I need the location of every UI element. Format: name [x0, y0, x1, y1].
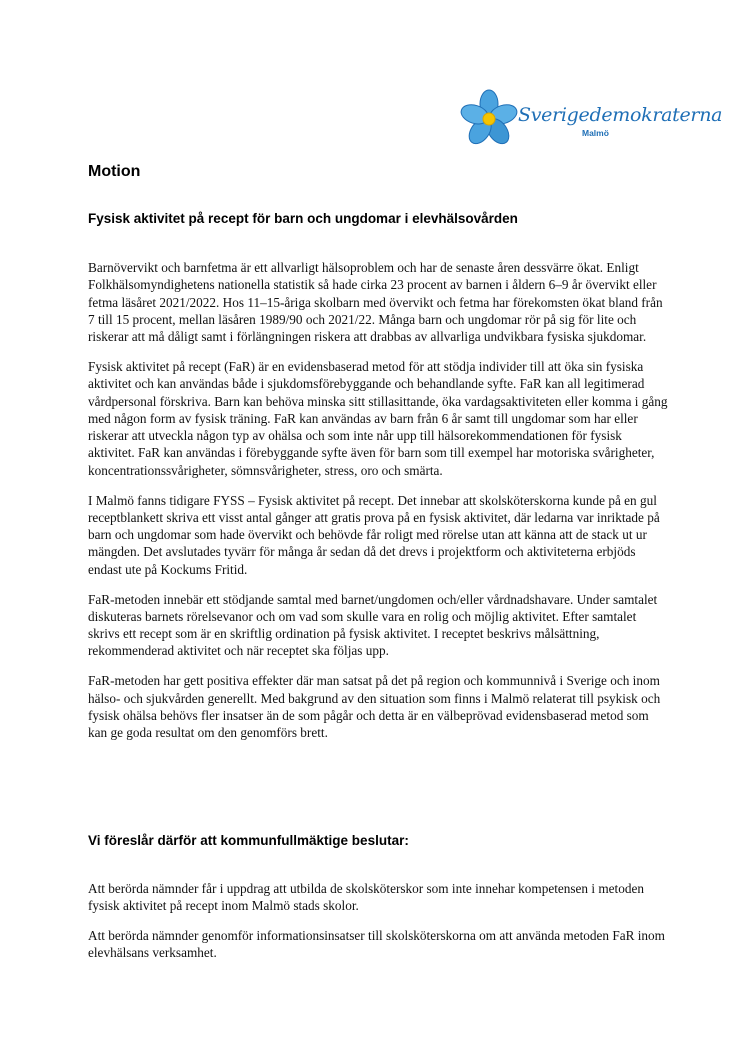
- proposal-item: Att berörda nämnder genomför informationsinsatser till skolsköterskorna om att använda metoden FaR inom elevhälsans verksamhet.: [88, 928, 665, 961]
- logo-name: Sverigedemokraterna: [518, 104, 723, 126]
- page-heading: Motion: [88, 163, 141, 180]
- motion-title: Fysisk aktivitet på recept för barn och ungdomar i elevhälsovården: [88, 211, 518, 226]
- paragraph: FaR-metoden innebär ett stödjande samtal med barnet/ungdomen och/eller vårdnadshavare. Under samtalet diskuteras barnets rörelsevanor och om vad som skulle vara en rolig och möjlig aktivitet. Efter samtalet skrivs ett recept som är en skriftlig ordination på fysisk aktivitet. I receptet beskrivs målsättning, rekommenderad aktivitet och när receptet ska följas upp.: [88, 591, 658, 659]
- motion-body: [88, 259, 670, 754]
- paragraph: I Malmö fanns tidigare FYSS – Fysisk aktivitet på recept. Det innebar att skolsköterskorna kunde på en gul receptblankett skriva ett visst antal gånger att gratis prova på en fysisk aktivitet, där ledarna var inriktade på barn och ungdomar som hade övervikt och behövde får roligt med rörelse utan att känna att de stack ut ur mängden. Det avslutades tyvärr för många år sedan då det drevs i projektform och aktiviteterna erbjöds endast ute på Kockums Fritid.: [88, 492, 660, 577]
- proposal-list: [88, 880, 670, 974]
- proposal-heading: Vi föreslår därför att kommunfullmäktige beslutar:: [88, 833, 409, 848]
- paragraph: Barnövervikt och barnfetma är ett allvarligt hälsoproblem och har de senaste åren dessvärre ökat. Enligt Folkhälsomyndighetens nationella statistik så hade cirka 23 procent av barnen i åldern 6–9 år övervikt eller fetma läsåret 2021/2022. Hos 11–15-åriga skolbarn med övervikt och fetma har förekomsten ökat bland från 7 till 15 procent, mellan läsåren 1989/90 och 2021/22. Många barn och ungdomar rör på sig för lite och riskerar att må dåligt samt i förlängningen riskera att drabbas av allvarliga undvikbara fysiska sjukdomar.: [88, 260, 663, 345]
- paragraph: FaR-metoden har gett positiva effekter där man satsat på det på region och kommunnivå i Sverige och inom hälso- och sjukvården generellt. Med bakgrund av den situation som finns i Malmö relaterat till psykisk och fysisk ohälsa behövs fler insatser än de som pågår och detta är en välbeprövad evidensbaserad metod som kan ge goda resultat om den genomförs brett.: [88, 673, 661, 741]
- proposal-item: Att berörda nämnder får i uppdrag att utbilda de skolsköterskor som inte innehar kompetensen i metoden fysisk aktivitet på recept inom Malmö stads skolor.: [88, 881, 644, 914]
- logo-sub: Malmö: [582, 128, 609, 138]
- paragraph: Fysisk aktivitet på recept (FaR) är en evidensbaserad metod för att stödja individer till att öka sin fysiska aktivitet och kan användas både i sjukdomsförebyggande och behandlande syfte. FaR kan all legitimerad vårdpersonal förskriva. Barn kan behöva minska sitt stillasittande, öka vardagsaktiviteten eller komma i gång med någon form av fysisk träning. FaR kan användas av barn från 6 år samt till ungdomar som har eller riskerar att utveckla någon typ av ohälsa och som inte når upp till hälsorekommendationen för fysisk aktivitet. FaR kan användas i förebyggande syfte även för barn som till exempel har motoriska svårigheter, koncentrationssvårigheter, sömnsvårigheter, stress, oro och smärta.: [88, 358, 668, 478]
- party-logo: [458, 84, 723, 154]
